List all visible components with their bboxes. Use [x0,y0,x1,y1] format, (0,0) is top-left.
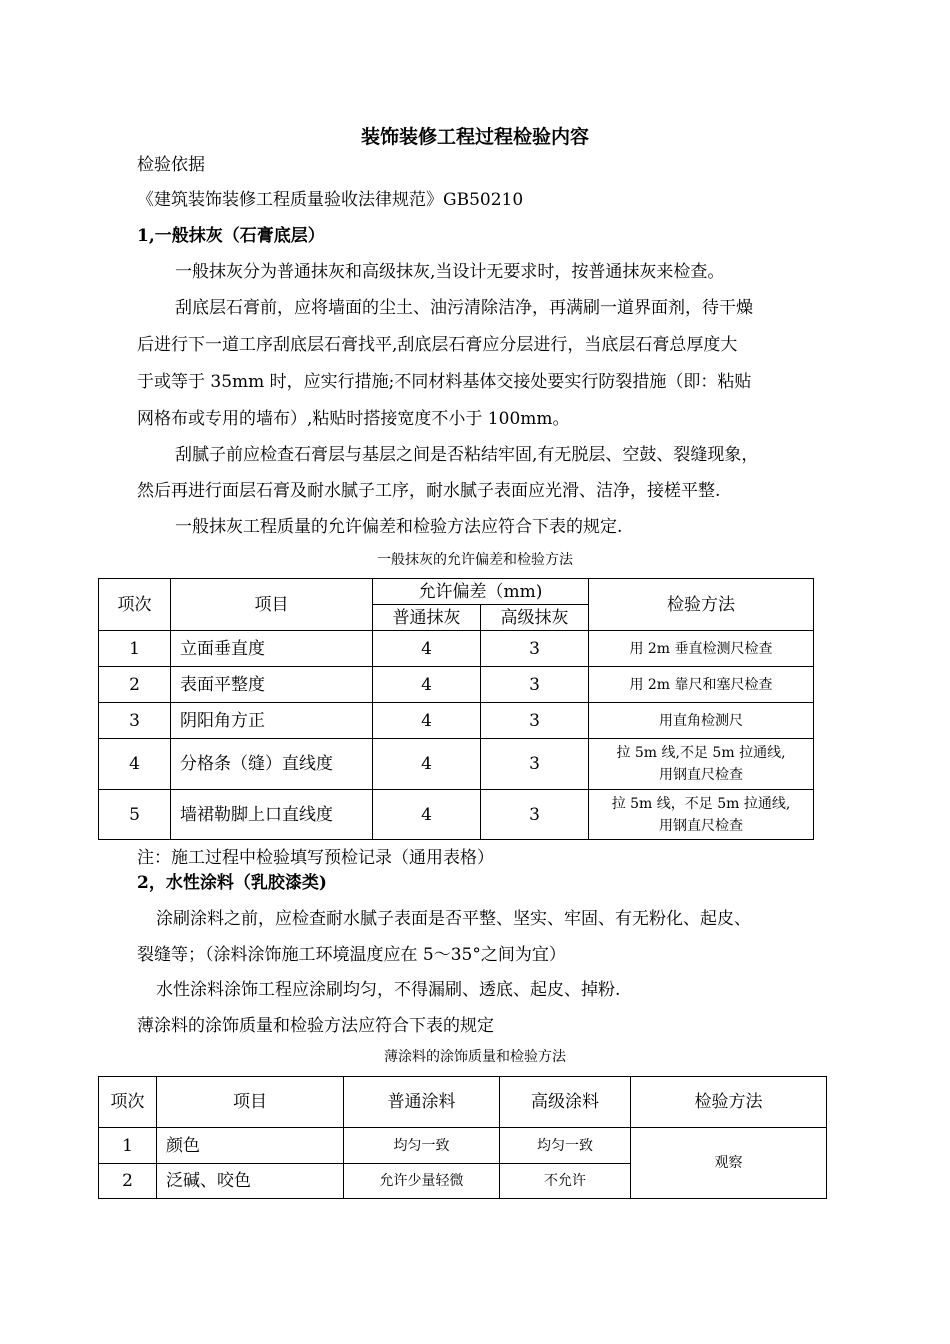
row-normal: 4 [373,703,481,739]
header-advanced: 高级涂料 [500,1077,631,1128]
row-method [589,703,814,739]
row-method [589,667,814,703]
row-item: 阴阳角方正 [171,703,373,739]
row-normal: 4 [373,790,481,840]
basis-standard: 《建筑装饰装修工程质量验收法律规范》GB50210 [137,190,524,210]
coating-table [98,1076,827,1199]
section1-p3-line: 然后再进行面层石膏及耐水腻子工序，耐水腻子表面应光滑、洁净，接槎平整. [137,481,721,501]
row-normal: 4 [373,631,481,667]
row-normal: 均匀一致 [344,1128,500,1164]
tolerance-table [98,578,814,840]
row-advanced: 3 [481,739,589,790]
row-index: 5 [99,790,171,840]
row-method-line: 拉 5m 线，不足 5m 拉通线, [611,795,791,812]
row-method [589,739,814,790]
row-normal: 允许少量轻微 [344,1164,500,1199]
row-advanced: 不允许 [500,1164,631,1199]
row-item: 表面平整度 [171,667,373,703]
section1-p2-line: 网格布或专用的墙布）,粘贴时搭接宽度不小于 100mm。 [137,409,570,429]
row-advanced: 3 [481,790,589,840]
header-item: 项目 [157,1077,344,1128]
row-normal: 4 [373,739,481,790]
header-index: 项次 [99,579,171,631]
section1-p1: 一般抹灰分为普通抹灰和高级抹灰,当设计无要求时，按普通抹灰来检查。 [175,262,725,282]
section2-p1-line: 涂刷涂料之前，应检查耐水腻子表面是否平整、坚实、牢固、有无粉化、起皮、 [156,909,751,929]
section1-p2-line: 后进行下一道工序刮底层石膏找平,刮底层石膏应分层进行，当底层石膏总厚度大 [137,335,738,355]
section2-heading: 2，水性涂料（乳胶漆类) [137,873,327,893]
row-advanced: 3 [481,667,589,703]
table-row [99,739,814,790]
row-advanced: 均匀一致 [500,1128,631,1164]
section1-p2-line: 于或等于 35mm 时，应实行措施;不同材料基体交接处要实行防裂措施（即：粘贴 [137,372,752,392]
header-normal: 普通抹灰 [373,605,481,631]
header-method: 检验方法 [589,579,814,631]
row-index: 4 [99,739,171,790]
row-method [589,790,814,840]
table-row [99,631,814,667]
row-index: 1 [99,631,171,667]
table-row [99,790,814,840]
table-row [99,667,814,703]
section1-heading: 1,一般抹灰（石膏底层） [137,226,325,246]
section1-p4: 一般抹灰工程质量的允许偏差和检验方法应符合下表的规定. [175,517,623,537]
row-item: 分格条（缝）直线度 [171,739,373,790]
section1-p3-line: 刮腻子前应检查石膏层与基层之间是否粘结牢固,有无脱层、空鼓、裂缝现象， [175,445,759,465]
row-index: 1 [99,1128,157,1164]
row-advanced: 3 [481,703,589,739]
header-method: 检验方法 [631,1077,827,1128]
row-index: 2 [99,667,171,703]
section2-p2: 水性涂料涂饰工程应涂刷均匀，不得漏刷、透底、起皮、掉粉. [156,980,621,1000]
header-normal: 普通涂料 [344,1077,500,1128]
page-title: 装饰装修工程过程检验内容 [360,126,589,148]
row-method-line: 用 2m 靠尺和塞尺检查 [629,676,773,693]
header-tolerance: 允许偏差（mm) [373,579,589,605]
row-item: 立面垂直度 [171,631,373,667]
section2-p1-line: 裂缝等；（涂料涂饰施工环境温度应在 5～35°之间为宜） [137,945,566,965]
row-method-line: 拉 5m 线,不足 5m 拉通线, [616,745,786,761]
header-index: 项次 [99,1077,157,1128]
row-method [589,631,814,667]
table-row [99,703,814,739]
section1-p2-line: 刮底层石膏前，应将墙面的尘土、油污清除洁净，再满刷一道界面剂，待干燥 [175,298,753,318]
table2-caption: 薄涂料的涂饰质量和检验方法 [384,1049,566,1065]
section2-p3: 薄涂料的涂饰质量和检验方法应符合下表的规定 [137,1016,494,1036]
row-method-line: 用直角检测尺 [659,712,743,729]
row-item: 颜色 [157,1128,344,1164]
row-method-line: 用 2m 垂直检测尺检查 [629,640,773,657]
table1-note: 注：施工过程中检验填写预检记录（通用表格） [137,848,494,868]
row-advanced: 3 [481,631,589,667]
row-normal: 4 [373,667,481,703]
row-item: 泛碱、咬色 [157,1164,344,1199]
header-item: 项目 [171,579,373,631]
row-item: 墙裙勒脚上口直线度 [171,790,373,840]
table1-caption: 一般抹灰的允许偏差和检验方法 [377,552,573,568]
row-index: 3 [99,703,171,739]
row-index: 2 [99,1164,157,1199]
table-row [99,1128,827,1164]
row-method: 观察 [631,1128,827,1199]
header-advanced: 高级抹灰 [481,605,589,631]
basis-label: 检验依据 [137,155,205,175]
row-method-line: 用钢直尺检查 [659,817,743,834]
row-method-line: 用钢直尺检查 [659,767,743,783]
